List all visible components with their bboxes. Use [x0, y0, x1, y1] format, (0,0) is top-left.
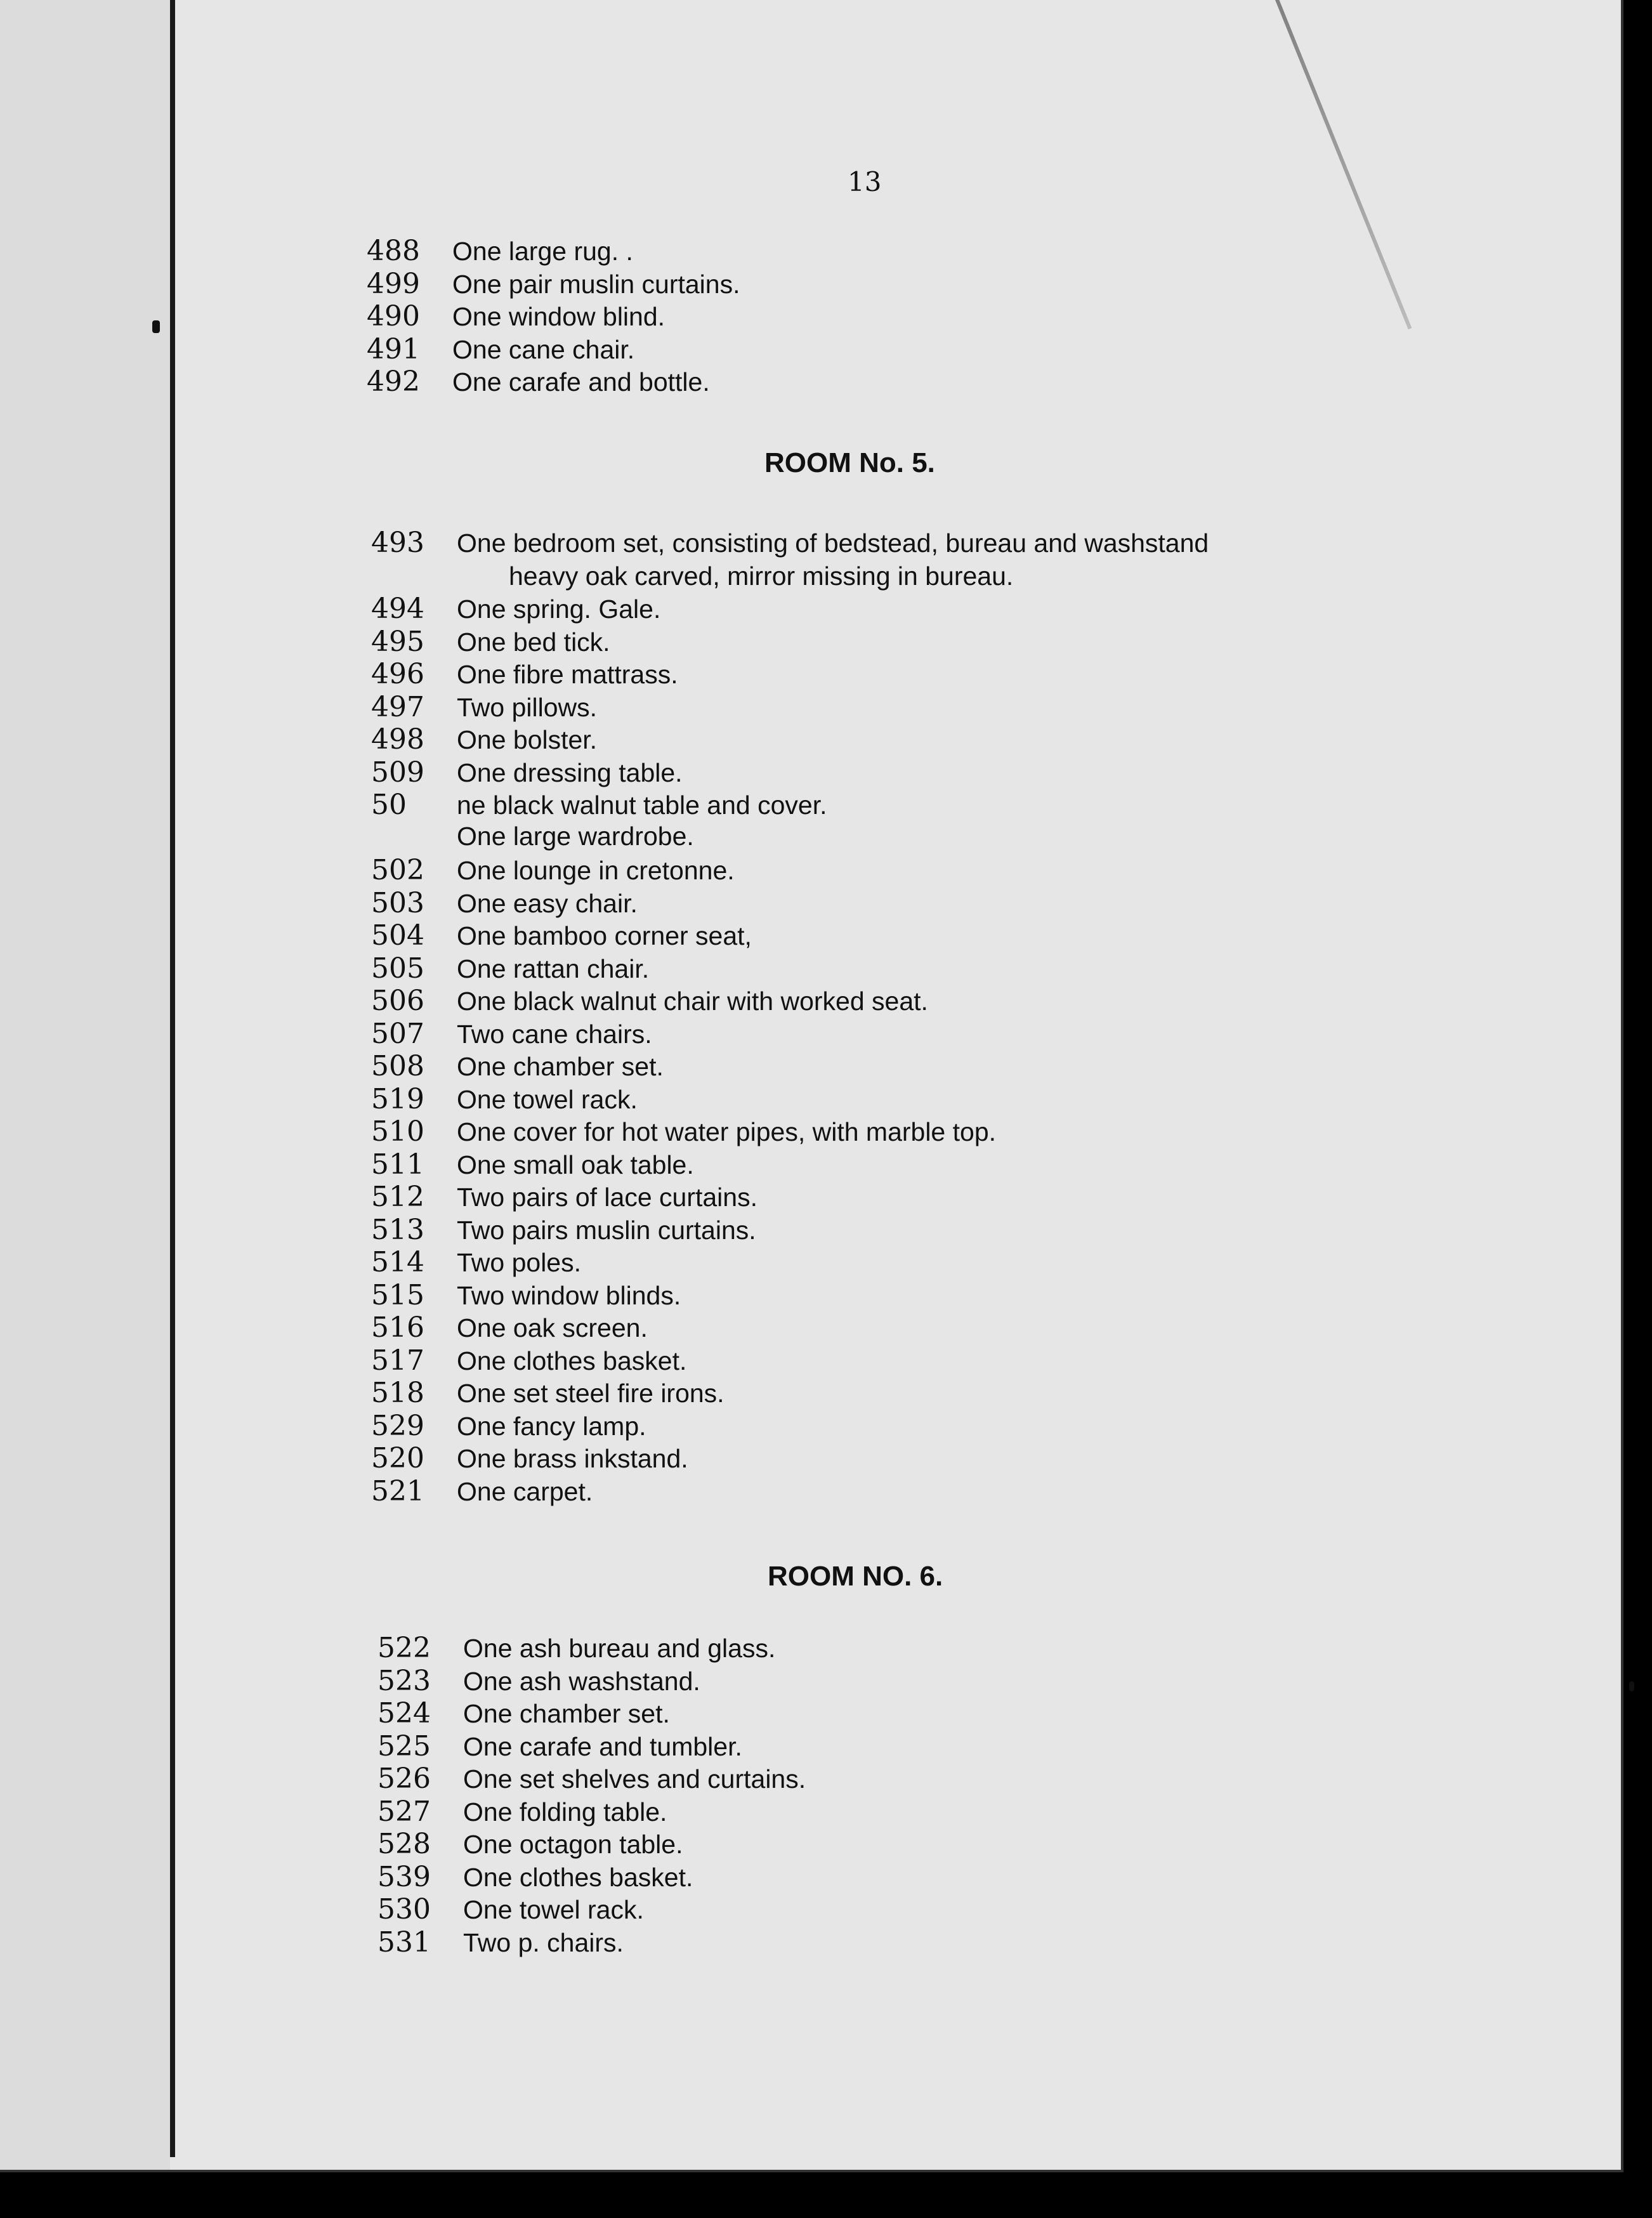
list-item: [377, 1697, 806, 1730]
item-description-line: One pair muslin curtains.: [452, 269, 740, 299]
item-description: [457, 1248, 581, 1278]
item-description: [457, 1085, 638, 1115]
item-number: 539: [377, 1860, 431, 1893]
list-item: [371, 985, 1209, 1018]
item-description-line: Two pairs of lace curtains.: [457, 1183, 757, 1212]
item-description: [457, 791, 827, 820]
item-description: [457, 1281, 681, 1311]
item-number: 517: [371, 1344, 424, 1377]
list-item: [367, 268, 740, 301]
item-description: [463, 1634, 775, 1664]
item-description: [457, 889, 638, 919]
list-item: [377, 1632, 806, 1665]
item-description: [457, 1477, 593, 1507]
item-description-line: One towel rack.: [463, 1895, 644, 1924]
item-number: 50: [371, 789, 407, 821]
item-description-line: One fancy lamp.: [457, 1411, 646, 1441]
item-number: 498: [371, 723, 424, 756]
item-number: 513: [371, 1213, 424, 1246]
item-number: 516: [371, 1311, 424, 1344]
list-item: [371, 626, 1209, 659]
list-item: [377, 1762, 806, 1795]
list-item: [371, 822, 1209, 855]
item-description-line: One easy chair.: [457, 888, 638, 918]
item-description: [452, 335, 634, 365]
item-description-line: One folding table.: [463, 1797, 667, 1827]
item-number: 488: [367, 235, 420, 267]
ink-speck: [1629, 1681, 1634, 1691]
item-number: 509: [371, 756, 424, 789]
item-description-line: One cover for hot water pipes, with marble top.: [457, 1117, 997, 1146]
item-description-line: One clothes basket.: [463, 1862, 693, 1892]
list-item: [371, 1410, 1209, 1443]
item-description-line: One window blind.: [452, 302, 665, 331]
item-description: [457, 856, 735, 886]
item-description-line: One chamber set.: [463, 1699, 670, 1728]
item-description: [463, 1797, 667, 1827]
item-description-line: One cane chair.: [452, 334, 635, 364]
list-item: [371, 1214, 1209, 1247]
item-description: [457, 1150, 694, 1180]
item-description: [457, 1444, 688, 1474]
section-title-room-5: ROOM No. 5.: [764, 447, 935, 478]
list-item: [371, 1115, 1209, 1148]
item-description: [457, 627, 610, 657]
item-description-line: Two poles.: [457, 1248, 581, 1277]
list-item: [371, 1018, 1209, 1051]
list-item: [371, 854, 1209, 887]
item-description: [457, 660, 678, 690]
item-description-line: One fibre mattrass.: [457, 660, 678, 689]
item-number: 499: [367, 267, 420, 300]
list-item: [371, 1181, 1209, 1214]
list-item: [371, 789, 1209, 822]
list-item: [377, 1730, 806, 1763]
item-description-line: Two pairs muslin curtains.: [457, 1215, 756, 1245]
item-description-line: One towel rack.: [457, 1084, 638, 1114]
list-item: [371, 1246, 1209, 1279]
item-description: [452, 270, 740, 299]
item-number: 527: [377, 1795, 431, 1828]
list-item: [377, 1665, 806, 1698]
item-description: [457, 1379, 724, 1408]
list-item: [371, 691, 1209, 724]
item-number: 496: [371, 658, 424, 690]
list-item: [371, 1475, 1209, 1508]
list-item: [367, 333, 740, 366]
item-description-line: One chamber set.: [457, 1052, 664, 1081]
item-description: [463, 1764, 806, 1794]
item-description: [457, 987, 928, 1016]
item-number: 528: [377, 1828, 431, 1860]
list-item: [377, 1926, 806, 1959]
list-item: [371, 1311, 1209, 1344]
item-description-line: One bedroom set, consisting of bedstead, bureau and washstand: [457, 528, 1209, 558]
item-number: 531: [377, 1926, 431, 1959]
list-item: [371, 1083, 1209, 1116]
item-description: [452, 367, 710, 397]
item-description-continuation: heavy oak carved, mirror missing in bureau.: [509, 561, 1014, 591]
item-number: 495: [371, 625, 424, 658]
list-item: [377, 1861, 806, 1894]
list-item: [371, 1344, 1209, 1377]
item-number: 514: [371, 1246, 424, 1278]
item-description: [457, 693, 597, 723]
item-number: 506: [371, 985, 424, 1017]
item-description-line: Two cane chairs.: [457, 1019, 652, 1049]
item-description: [463, 1895, 644, 1925]
list-item: [377, 1828, 806, 1861]
item-description-line: One large rug. .: [452, 237, 633, 266]
item-number: 503: [371, 886, 424, 919]
ink-speck: [152, 320, 160, 333]
item-number: 521: [371, 1474, 424, 1507]
item-description-line: One ash bureau and glass.: [463, 1634, 776, 1663]
list-item: [371, 952, 1209, 985]
item-description: [457, 1412, 646, 1441]
item-number: 519: [371, 1082, 424, 1115]
item-description-line: One small oak table.: [457, 1150, 694, 1179]
item-description: [457, 594, 660, 624]
item-description: [463, 1863, 693, 1893]
item-number: 518: [371, 1377, 424, 1409]
item-description-line: One bolster.: [457, 725, 598, 754]
item-number: 492: [367, 365, 420, 398]
item-description-line: Two pillows.: [457, 692, 598, 722]
item-description: [457, 1313, 648, 1343]
item-description-line: One carafe and bottle.: [452, 367, 710, 397]
list-item: [371, 658, 1209, 691]
binding-edge: [170, 0, 175, 2157]
item-description-line: One bed tick.: [457, 627, 610, 657]
item-description-line: One brass inkstand.: [457, 1444, 688, 1473]
item-description: [457, 758, 683, 788]
item-description: [463, 1928, 624, 1958]
item-list-top: [367, 235, 740, 398]
item-number: 510: [371, 1115, 424, 1148]
item-description-line: One black walnut chair with worked seat.: [457, 987, 928, 1016]
item-description: [463, 1667, 700, 1696]
item-number: 490: [367, 300, 420, 332]
item-description: [463, 1732, 742, 1762]
left-margin: [0, 0, 170, 2170]
list-item: [371, 527, 1209, 593]
item-number: 507: [371, 1017, 424, 1050]
item-description-line: One carafe and tumbler.: [463, 1731, 742, 1761]
list-item: [371, 756, 1209, 789]
item-description-line: One set steel fire irons.: [457, 1379, 724, 1408]
list-item: [371, 1148, 1209, 1181]
list-item: [371, 1377, 1209, 1410]
item-number: 530: [377, 1893, 431, 1926]
item-description: [457, 1346, 686, 1376]
item-description-line: One rattan chair.: [457, 954, 650, 983]
item-number: 515: [371, 1278, 424, 1311]
list-item: [371, 723, 1209, 756]
item-list-room-6: [377, 1632, 806, 1959]
item-description: [457, 527, 1209, 593]
item-number: 508: [371, 1050, 424, 1082]
item-number: 504: [371, 919, 424, 952]
item-number: 512: [371, 1181, 424, 1213]
list-item: [367, 235, 740, 268]
item-description: [457, 1117, 996, 1147]
item-number: 522: [377, 1632, 431, 1664]
list-item: [371, 1442, 1209, 1475]
item-list-room-5: [371, 527, 1209, 1507]
item-description-line: One ash washstand.: [463, 1666, 700, 1696]
list-item: [371, 593, 1209, 626]
item-description: [457, 954, 649, 984]
item-number: 525: [377, 1729, 431, 1762]
item-number: 529: [371, 1409, 424, 1442]
item-description-line: One oak screen.: [457, 1313, 648, 1342]
item-description-line: ne black walnut table and cover.: [457, 791, 827, 820]
item-description: [457, 1052, 664, 1082]
list-item: [367, 300, 740, 333]
item-description-line: Two window blinds.: [457, 1280, 681, 1310]
list-item: [377, 1893, 806, 1926]
item-description-line: One dressing table.: [457, 758, 683, 787]
item-description-line: One carpet.: [457, 1476, 593, 1506]
page-crease: [1275, 0, 1412, 329]
item-description: [457, 1020, 652, 1049]
item-description: [457, 725, 597, 755]
item-description-line: One spring. Gale.: [457, 594, 661, 624]
item-description: [457, 1183, 757, 1212]
list-item: [371, 887, 1209, 920]
item-number: 524: [377, 1697, 431, 1729]
item-number: 493: [371, 527, 424, 559]
section-title-room-6: ROOM NO. 6.: [768, 1561, 943, 1592]
item-description-line: One large wardrobe.: [457, 821, 694, 851]
item-description: [463, 1830, 683, 1860]
item-description-line: One octagon table.: [463, 1830, 683, 1859]
item-description: [452, 302, 665, 332]
list-item: [371, 1279, 1209, 1312]
item-number: 494: [371, 593, 424, 625]
item-number: 502: [371, 854, 424, 886]
list-item: [371, 1050, 1209, 1083]
list-item: [367, 365, 740, 398]
item-number: 520: [371, 1442, 424, 1474]
item-description: [457, 921, 752, 951]
item-number: 526: [377, 1762, 431, 1795]
item-number: 497: [371, 690, 424, 723]
item-description: [457, 1216, 756, 1245]
page-number: 13: [848, 166, 882, 197]
item-description-line: One lounge in cretonne.: [457, 856, 735, 885]
item-description-line: One set shelves and curtains.: [463, 1764, 806, 1794]
item-description-line: One bamboo corner seat,: [457, 921, 752, 950]
item-description: [457, 822, 694, 851]
item-number: 511: [371, 1148, 424, 1181]
item-number: 491: [367, 332, 420, 365]
item-description-line: Two p. chairs.: [463, 1927, 624, 1957]
item-number: 523: [377, 1664, 431, 1697]
item-number: 505: [371, 952, 424, 985]
item-description-line: One clothes basket.: [457, 1346, 687, 1375]
list-item: [377, 1795, 806, 1828]
item-description: [463, 1699, 670, 1729]
item-description: [452, 237, 633, 266]
list-item: [371, 919, 1209, 952]
